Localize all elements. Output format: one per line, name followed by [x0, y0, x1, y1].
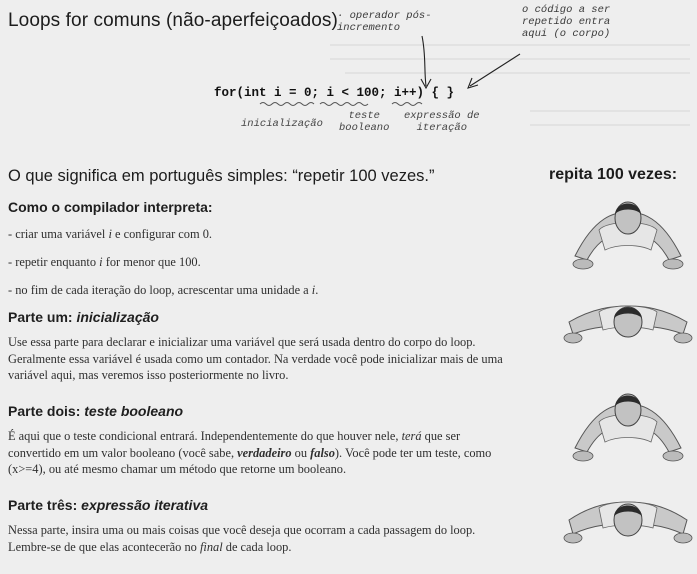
- meaning-prefix: O que significa em português simples:: [8, 167, 293, 185]
- annotation-body-line-2: repetido entra: [522, 16, 611, 28]
- part-one-heading: Parte um: inicialização: [8, 309, 159, 325]
- squiggle-init: [260, 103, 314, 106]
- meaning-heading: [8, 167, 434, 186]
- compiler-heading: Como o compilador interpreta:: [8, 199, 213, 215]
- annotation-body-line-3: aqui (o corpo): [522, 28, 611, 40]
- squiggle-iter: [392, 103, 422, 106]
- for-loop-code: for(int i = 0; i < 100; i++) { }: [214, 86, 455, 100]
- annotation-operator-line-2: incremento: [337, 22, 401, 34]
- annotation-operator-line-1: · operador pós-: [337, 10, 432, 22]
- arrow-operator: [422, 36, 426, 86]
- label-iteration-expression-line-2: iteração: [416, 122, 468, 134]
- compiler-step: - no fim de cada iteração do loop, acrescentar uma unidade a i.: [8, 283, 319, 297]
- label-boolean-test-line-1: teste: [348, 110, 380, 122]
- pushup-figure-down: [563, 486, 693, 568]
- squiggle-test: [320, 103, 368, 106]
- part-two-body: É aqui que o teste condicional entrará. Independentemente do que houver nele, terá que ser convertido em um valor booleano (você sabe, verdadeiro ou falso). Você pode ter um teste, como (x>=4), ou até mesmo chamar um método que retorne um booleano.: [8, 429, 492, 477]
- label-iteration-expression: [404, 110, 480, 134]
- arrow-body: [470, 54, 520, 86]
- pushup-figure-up: [565, 190, 691, 274]
- arrow-body-head: [468, 78, 478, 88]
- label-boolean-test-line-2: booleano: [339, 122, 390, 134]
- part-three-body: Nessa parte, insira uma ou mais coisas que você deseja que ocorram a cada passagem do loop. Lembre-se de que elas acontecerão no final de cada loop.: [8, 523, 476, 554]
- label-initialization: inicialização: [241, 118, 323, 130]
- pushup-figure-down: [563, 292, 693, 358]
- compiler-step: - criar uma variável i e configurar com 0.: [8, 227, 213, 241]
- side-label: repita 100 vezes:: [549, 166, 678, 183]
- part-two-heading: Parte dois: teste booleano: [8, 403, 184, 419]
- pushup-figure-up: [565, 382, 691, 466]
- label-iteration-expression-line-1: expressão de: [404, 110, 480, 122]
- label-boolean-test: [339, 110, 389, 134]
- compiler-step: - repetir enquanto i for menor que 100.: [8, 255, 201, 269]
- annotation-body-line-1: o código a ser: [522, 4, 611, 16]
- annotation-arrows: [0, 0, 697, 160]
- meaning-quote: “repetir 100 vezes.”: [292, 167, 435, 185]
- part-one-body: Use essa parte para declarar e inicializar uma variável que será usada dentro do corpo do loop. Geralmente essa variável é usada como um contador. Na verdade você pode inicializar mais de uma variável aqui, mas veremos isso posteriormente no livro.: [8, 335, 503, 383]
- part-three-heading: Parte três: expressão iterativa: [8, 497, 209, 513]
- page-title: Loops for comuns (não-aperfeiçoados): [8, 10, 338, 31]
